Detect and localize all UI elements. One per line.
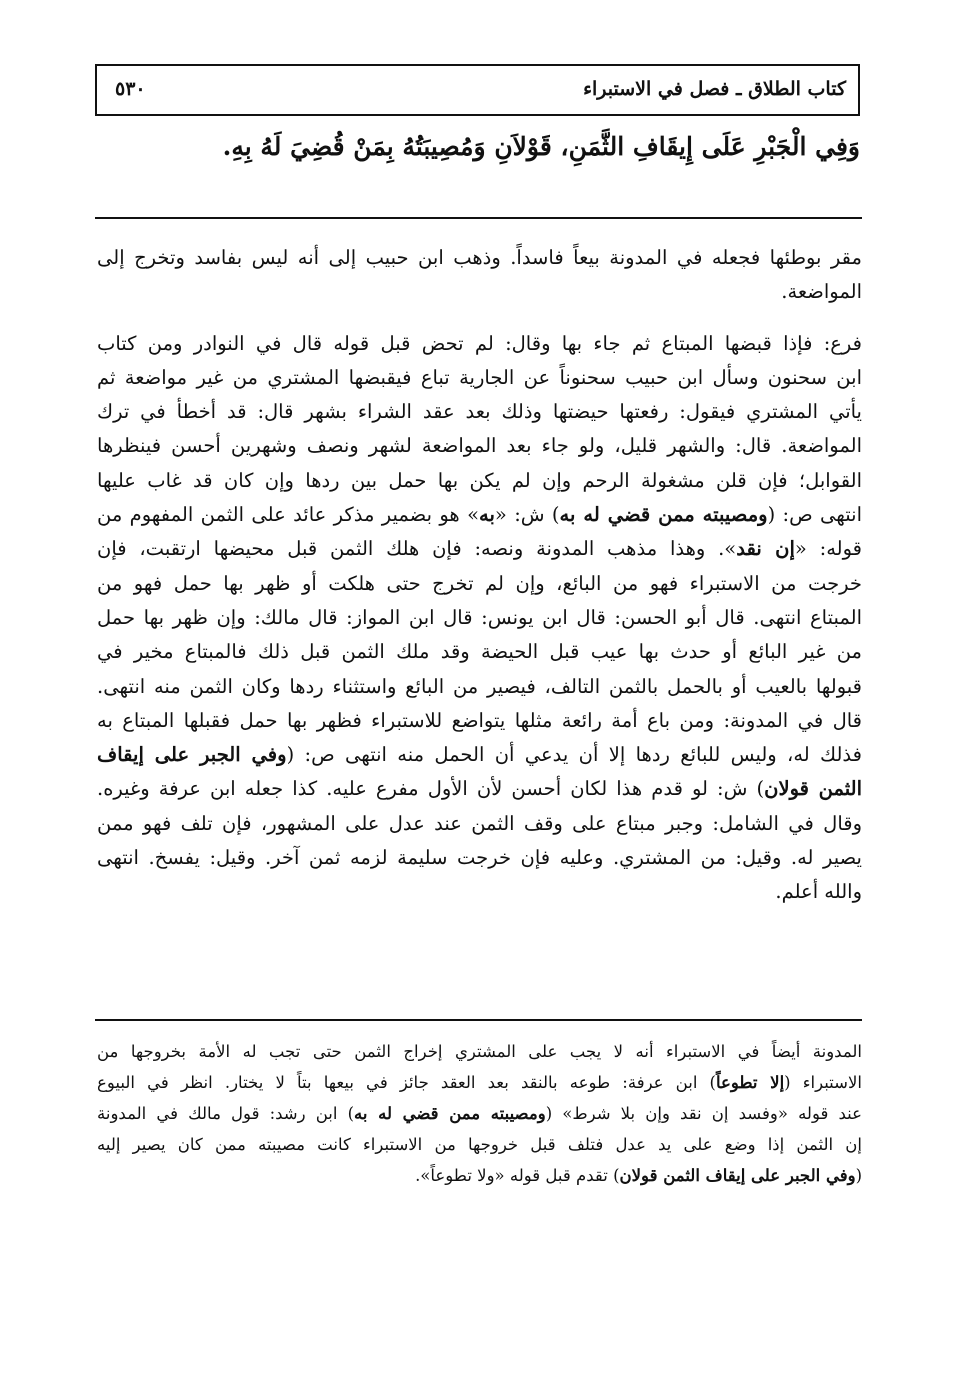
body-line [97, 807, 862, 841]
body-line [97, 464, 862, 498]
quoted-lemma: وفي الجبر على إيقاف الثمن قولان [619, 1166, 856, 1185]
text-segment: المواضعة. قال: والشهر قليل، ولو جاء بعد المواضعة لشهر ونصف وشهرين أحسن فينظرها [97, 434, 862, 458]
text-segment: قبولها بالعيب أو بالحمل بالثمن التالف، فيصير من البائع واستثناء ردها وكان الثمن منه انتهى. [97, 674, 862, 698]
quoted-lemma: ومصيبته ممن قضي له به [559, 503, 768, 527]
text-segment: من غير البائع أو حدث بها عيب قبل الحيضة وقد ملك الثمن قبل ذلك فالمبتاع مخير في [97, 640, 862, 664]
text-segment: ) تقدم قبل قوله «ولا تطوعاً». [415, 1166, 620, 1185]
text-segment: ) ش: لو قدم هذا لكان أحسن لأن الأول مفرع عليه. كذا جعله ابن عرفة وغيره. [97, 777, 765, 801]
body-line [97, 772, 862, 806]
commentary-body [97, 241, 862, 910]
footnote-line [97, 1067, 862, 1098]
running-header [95, 64, 860, 116]
text-segment: قال في المدونة: ومن باع أمة رائعة مثلها يتواضع للاستبراء فظهر بها حمل فقبلها المبتاع به [97, 708, 862, 732]
text-segment: خرجت من الاستبراء فهو من البائع، وإن لم تخرج حتى هلكت أو ظهر بها حمل فهو من [97, 571, 862, 595]
text-segment: ) ابن رشد: قول مالك في المدونة [97, 1104, 355, 1123]
body-line [97, 395, 862, 429]
body-line [97, 429, 862, 463]
text-segment: إن الثمن إذا وضع على يد عدل فتلف قبل خروجها من الاستبراء كانت مصيبته ممن كان يصير إليه [97, 1135, 862, 1154]
text-segment: ». وهذا مذهب المدونة ونصه: فإن هلك الثمن قبل محيضها ارتقبت، فإن [97, 537, 737, 561]
text-segment: يأتي المشتري فيقول: رفعتها حيضتها وذلك بعد عقد الشراء بشهر قال: قد أخطأ في ترك [97, 400, 862, 424]
text-segment: والله أعلم. [775, 880, 862, 904]
text-segment: المدونة أيضاً في الاستبراء أنه لا يجب على المشتري إخراج الثمن حتى تجب له الأمة بخروجها من [97, 1042, 862, 1061]
text-segment: مقر بوطئها فجعله في المدونة بيعاً فاسداً. وذهب ابن حبيب إلى أنه ليس بفاسد وتخرج إلى [97, 246, 862, 269]
quoted-lemma: إن نقد [736, 537, 795, 561]
page-number: ٥٣٠ [115, 78, 146, 100]
footnote-line [97, 1129, 862, 1160]
body-line [97, 567, 862, 601]
quoted-lemma: به [479, 503, 495, 527]
matn-text: وَفِي الْجَبْرِ عَلَى إِيقَافِ الثَّمَنِ، قَوْلاَنِ وَمُصِيبَتُهُ بِمَنْ قُضِيَ لَهُ بِهِ. [222, 132, 860, 161]
text-segment: فذلك له، وليس للبائع ردها إلا أن يدعي أن الحمل منه انتهى ص: ( [286, 743, 862, 767]
body-line [97, 841, 862, 875]
body-line [97, 275, 862, 309]
body-line [97, 670, 862, 704]
body-line [97, 241, 862, 275]
text-segment: ) ش: « [494, 503, 560, 527]
text-segment: المواضعة. [781, 280, 862, 304]
text-segment: القوابل؛ فإن قلن مشغولة الرحم وإن لم يكن بها حمل بين ردها وإن كان قد غاب عليها [97, 468, 862, 492]
body-line [97, 532, 862, 566]
body-line [97, 738, 862, 772]
quoted-lemma: إلا تطوعاً [716, 1073, 785, 1092]
body-line [97, 498, 862, 532]
text-segment: يصير له. وقيل: من المشتري. وعليه فإن خرجت سليمة لزمه ثمن آخر. وقيل: يفسخ. انتهى [97, 846, 862, 870]
footnote-line [97, 1098, 862, 1129]
text-segment: » هو بضمير مذكر عائد على الثمن المفهوم من [97, 503, 480, 527]
body-line [97, 327, 862, 361]
footnote-line [97, 1160, 862, 1191]
text-segment: وقال في الشامل: وجبر مبتاع على وقف الثمن عند عدل على المشهور، فإن تلف فهو ممن [97, 811, 862, 835]
text-segment: فرع: فإذا قبضها المبتاع ثم جاء بها وقال: لم تحض قبل قوله قال في النوادر ومن كتاب [97, 331, 862, 355]
text-segment: قوله: « [794, 537, 862, 561]
text-segment: ابن سحنون وسأل ابن حبيب سحنوناً عن الجارية تباع فيقبضها المشتري من غير مواضعة ثم [97, 365, 862, 389]
body-line [97, 704, 862, 738]
body-line [97, 875, 862, 909]
text-segment: انتهى ص: ( [767, 503, 862, 527]
body-line [97, 601, 862, 635]
footnote-line [97, 1036, 862, 1067]
matn-divider [95, 217, 862, 219]
footnotes [97, 1036, 862, 1191]
text-segment: ) ابن عرفة: طوعه بالنقد بعد العقد جائز في بيعها بتاً لا يختار. انظر في البيوع [97, 1073, 716, 1092]
quoted-lemma: الثمن قولان [764, 777, 862, 801]
text-segment: عند قوله «وفسد إن نقد وإن بلا شرط» ( [545, 1104, 862, 1123]
text-segment: الاستبراء ( [784, 1073, 862, 1092]
text-segment: ( [855, 1166, 862, 1185]
quoted-lemma: وفي الجبر على إيقاف [97, 743, 287, 767]
chapter-title: كتاب الطلاق ـ فصل في الاستبراء [583, 78, 846, 100]
footnote-divider [95, 1019, 862, 1021]
body-line [97, 635, 862, 669]
text-segment: المبتاع انتهى. قال أبو الحسن: قال ابن يونس: قال ابن المواز: قال مالك: وإن ظهر بها حمل [97, 605, 862, 629]
body-line [97, 361, 862, 395]
quoted-lemma: ومصيبته ممن قضي له به [354, 1104, 546, 1123]
